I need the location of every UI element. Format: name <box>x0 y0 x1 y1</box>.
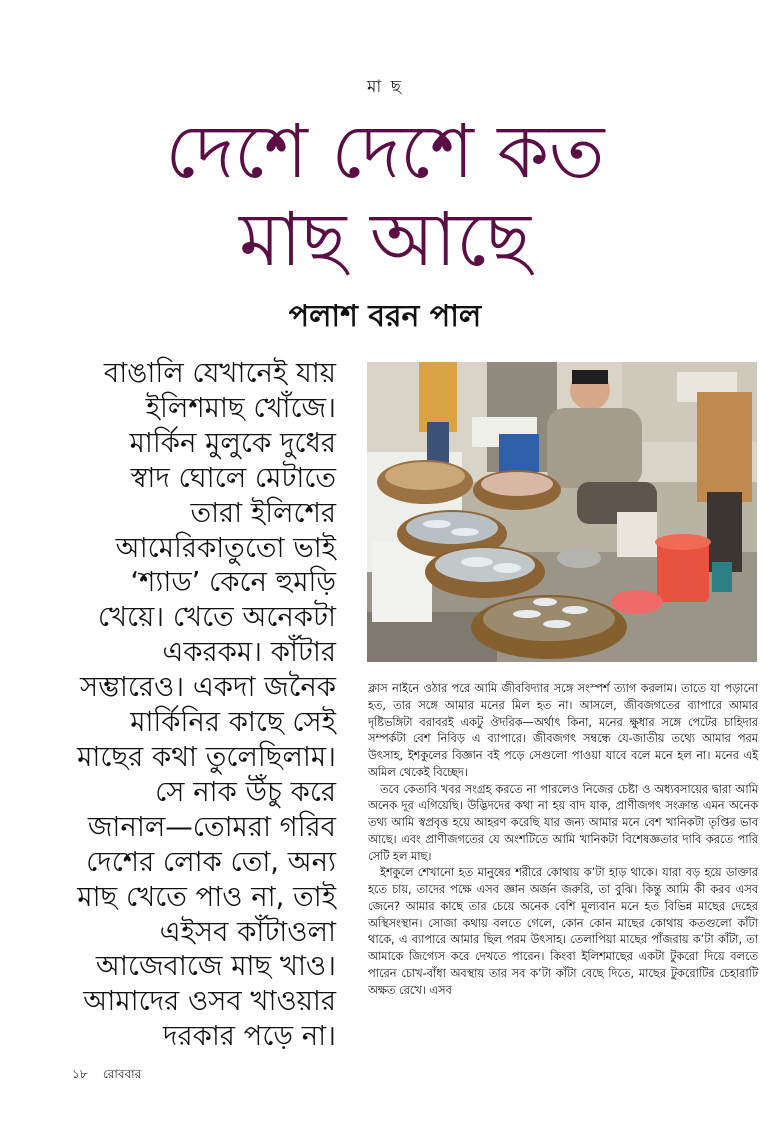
pull-quote-line: দেশের লোক তো, অন্য <box>86 845 336 878</box>
pull-quote <box>60 356 336 1054</box>
pull-quote-line: আমাদের ওসব খাওয়ার <box>83 985 336 1018</box>
pull-quote-line: খেয়ে। খেতে অনেকটা <box>97 601 336 634</box>
pull-quote-line: আজেবাজে মাছ খাও। <box>95 950 336 983</box>
headline-line-2: মাছ আছে <box>239 197 531 283</box>
pull-quote-line: ‘শ্যাড’ কেনে হুমড়ি <box>130 566 336 599</box>
pull-quote-line: মার্কিনির কাছে সেই <box>130 706 336 739</box>
page-number: ১৮ <box>72 1067 88 1081</box>
pull-quote-line: তারা ইলিশের <box>190 496 336 529</box>
pull-quote-line: মার্কিন মুলুকে দুধের <box>129 426 336 459</box>
pull-quote-line: মাছ খেতে পাও না, তাই <box>77 880 336 913</box>
byline: পলাশ বরন পাল <box>288 299 482 334</box>
folio <box>72 1066 141 1086</box>
pull-quote-line: জানাল—তোমরা গরিব <box>87 810 336 843</box>
section-label: মা ছ <box>366 77 404 97</box>
pull-quote-line: বাঙালি যেখানেই যায় <box>103 357 336 389</box>
body-paragraph: তবে কেতাবি খবর সংগ্রহ করতে না পারলেও নিজের চেষ্টা ও অধ্যবসায়ের দ্বারা আমি অনেক দূর এগিয়েছি। উদ্ভিদদের কথা না হয় বাদ যাক, প্রাণীজগৎ সংক্রান্ত এমন অনেক তথ্য আমি স্বপ্রবৃত্ত হয়ে আহরণ করেছি যার জন্য আমার মনে বেশ খানিকটা তৃপ্তির ভাব আছে। এবং প্রাণীজগতের যে অংশটিতে আমি খানিকটা বিশেষজ্ঞতার দাবি করতে পারি সেটি হল মাছ। <box>368 782 758 863</box>
magazine-name: রোববার <box>102 1067 142 1081</box>
pull-quote-line: সে নাক উঁচু করে <box>155 775 336 808</box>
headline <box>0 108 770 284</box>
pull-quote-line: আমেরিকাতুতো ভাই <box>115 531 336 564</box>
body-text <box>368 681 758 999</box>
pull-quote-line: এইসব কাঁটাওলা <box>159 915 336 948</box>
pull-quote-line: দরকার পড়ে না। <box>163 1020 336 1053</box>
pull-quote-line: একরকম। কাঁটার <box>162 636 336 669</box>
body-paragraph: ইশকুলে শেখানো হত মানুষের শরীরে কোথায় ক’টা হাড় থাকে। যারা বড় হয়ে ডাক্তার হতে চায়, তাদের পক্ষে এসব জ্ঞান অর্জন জরুরি, তা বুঝি। কিন্তু আমি কী করব এসব জেনে? আমার কাছে তার চেয়ে অনেক বেশি মূল্যবান মনে হত বিভিন্ন মাছের দেহের অস্থিসংস্থান। সোজা কথায় বলতে গেলে, কোন কোন মাছের কোথায় কতগুলো কাঁটা থাকে, এ ব্যাপারে আমার ছিল পরম উৎসাহ। তেলাপিয়া মাছের পাঁজরায় ক’টা কাঁটা, তা আমাকে জিগ্যেস করে দেখতে পারেন। কিংবা ইলিশমাছের একটা টুকরো দিয়ে বলতে পারেন চোখ-বাঁধা অবস্থায় তার সব ক’টা কাঁটা বেছে দিতে, মাছের টুকরোটির চেহারাটি অক্ষত রেখে। এসব <box>368 866 758 997</box>
headline-line-1: দেশে দেশে কত <box>165 109 605 195</box>
pull-quote-line: মাছের কথা তুলেছিলাম। <box>77 740 336 773</box>
pull-quote-line: সম্ভারেও। একদা জনৈক <box>79 671 336 704</box>
pull-quote-line: ইলিশমাছ খোঁজে। <box>145 391 336 424</box>
fish-market-photo <box>367 362 757 662</box>
pull-quote-line: স্বাদ ঘোলে মেটাতে <box>130 461 336 494</box>
body-paragraph: ক্লাস নাইনে ওঠার পরে আমি জীববিদ্যার সঙ্গে সংস্পর্শ ত্যাগ করলাম। তাতে যা পড়ানো হত, তার সঙ্গে আমার মনের মিল হত না। আসলে, জীবজগতের ব্যাপারে আমার দৃষ্টিভঙ্গিটা বরাবরই একটু ঔদরিক—অর্থাৎ কিনা, মনের ক্ষুধার সঙ্গে পেটের চাহিদার সম্পর্কটা বেশ নিবিড় এ ব্যাপারে। জীবজগৎ সম্বন্ধে যে-জাতীয় তথ্যে আমার পরম উৎসাহ, ইশকুলের বিজ্ঞান বই পড়ে সেগুলো পাওয়া যাবে বলে মনে হল না। মনের এই অমিল থেকেই বিচ্ছেদ। <box>368 682 758 779</box>
